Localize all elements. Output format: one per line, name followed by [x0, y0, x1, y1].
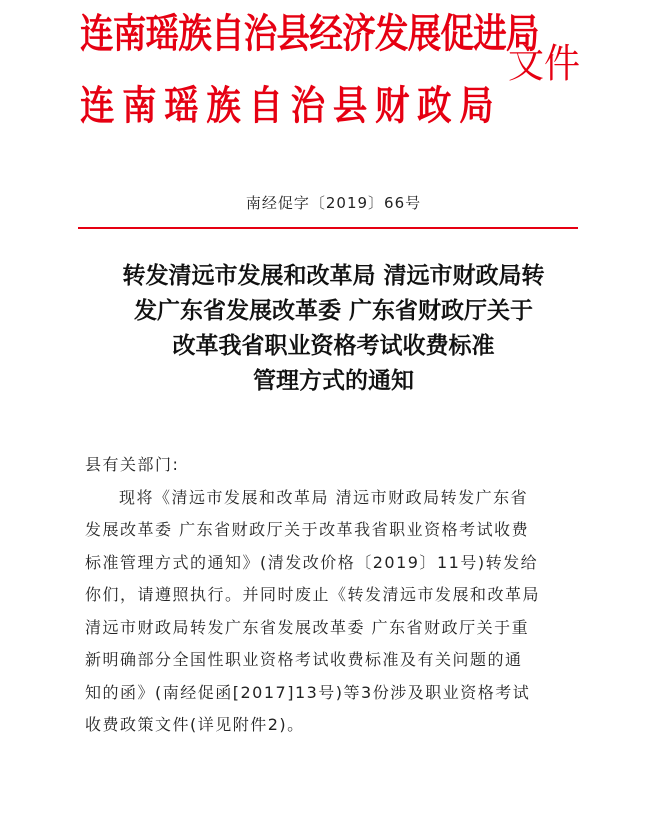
body-line: 现将《清远市发展和改革局 清远市财政局转发广东省: [119, 487, 529, 507]
document-number: 南经促字〔2019〕66号: [245, 194, 422, 212]
red-divider-line: [78, 227, 578, 229]
document-title: [60, 258, 607, 398]
body-line: 知的函》(南经促函[2017]13号)等3份涉及职业资格考试: [85, 682, 531, 702]
body-line: 标准管理方式的通知》(清发改价格〔2019〕11号)转发给: [85, 552, 539, 572]
title-line: 管理方式的通知: [253, 367, 414, 394]
salutation: 县有关部门:: [85, 455, 180, 474]
body-line: 清远市财政局转发广东省发展改革委 广东省财政厅关于重: [85, 617, 530, 637]
body-line: 收费政策文件(详见附件2)。: [85, 715, 305, 734]
title-line: 发广东省发展改革委 广东省财政厅关于: [133, 297, 533, 324]
title-line: 改革我省职业资格考试收费标准: [172, 332, 495, 359]
issuing-org-2: 连南瑶族自治县财政局: [80, 82, 502, 129]
body-line: 你们，请遵照执行。并同时废止《转发清远市发展和改革局: [85, 585, 541, 604]
title-line: 转发清远市发展和改革局 清远市财政局转: [122, 262, 545, 289]
body-line: 新明确部分全国性职业资格考试收费标准及有关问题的通: [85, 650, 523, 669]
issuing-org-1: 连南瑶族自治县经济发展促进局: [80, 10, 539, 57]
red-header: [0, 0, 667, 150]
document-body: [85, 449, 585, 742]
body-line: 发展改革委 广东省财政厅关于改革我省职业资格考试收费: [85, 520, 530, 539]
document-label: 文件: [508, 41, 580, 87]
